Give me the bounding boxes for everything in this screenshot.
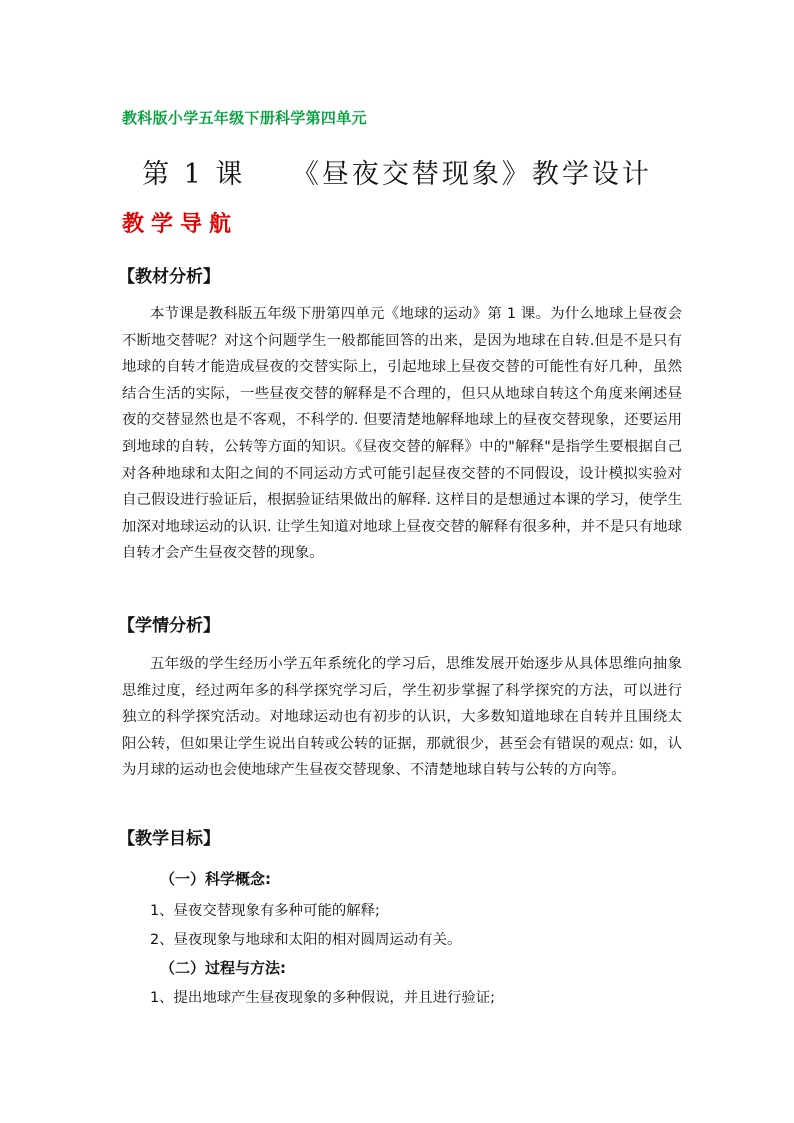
textbook-analysis-paragraph: 本节课是教科版五年级下册第四单元《地球的运动》第 1 课。为什么地球上昼夜会不断地交替呢？对这个问题学生一般都能回答的出来，是因为地球在自转.但是不是只有地球的自转才能造成昼夜的交替实际上，引起地球上昼夜交替的可能性有好几种，虽然结合生活的实际，一些昼夜交替的解释是不合理的，但只从地球自转这个角度来阐述昼夜的交替显然也是不客观，不科学的. 但要清楚地解释地球上的昼夜交替现象，还要运用到地球的自转，公转等方面的知识。《昼夜交替的解释》中的"解释"是指学生要根据自己对各种地球和太阳之间的不同运动方式可能引起昼夜交替的不同假设，设计模拟实验对自己假设进行验证后，根据验证结果做出的解释. 这样目的是想通过本课的学习，使学生加深对地球运动的认识. 让学生知道对地球上昼夜交替的解释有很多种，并不是只有地球自转才会产生昼夜交替的现象。	[122, 306, 682, 562]
teaching-guide-heading: 教学导航	[122, 211, 239, 237]
concept-item: 1、昼夜交替现象有多种可能的解释;	[150, 903, 380, 919]
science-concepts-subheading: （一）科学概念:	[160, 870, 271, 888]
concept-item: 2、昼夜现象与地球和太阳的相对圆周运动有关。	[150, 932, 462, 948]
lesson-title: 第 1 课 《昼夜交替现象》教学设计	[142, 159, 652, 190]
process-methods-subheading: （二）过程与方法:	[160, 959, 286, 977]
process-item: 1、提出地球产生昼夜现象的多种假说，并且进行验证;	[150, 990, 495, 1006]
textbook-analysis-heading: 【教材分析】	[118, 267, 220, 287]
teaching-goals-heading: 【教学目标】	[118, 829, 220, 849]
student-analysis-heading: 【学情分析】	[118, 616, 220, 636]
student-analysis-paragraph: 五年级的学生经历小学五年系统化的学习后，思维发展开始逐步从具体思维向抽象思维过度，经过两年多的科学探究学习后，学生初步掌握了科学探究的方法，可以进行独立的科学探究活动。对地球运动也有初步的认识，大多数知道地球在自转并且围绕太阳公转，但如果让学生说出自转或公转的证据，那就很少，甚至会有错误的观点: 如，认为月球的运动也会使地球产生昼夜交替现象、不清楚地球自转与公转的方向等。	[122, 656, 682, 779]
series-label: 教科版小学五年级下册科学第四单元	[122, 109, 367, 127]
